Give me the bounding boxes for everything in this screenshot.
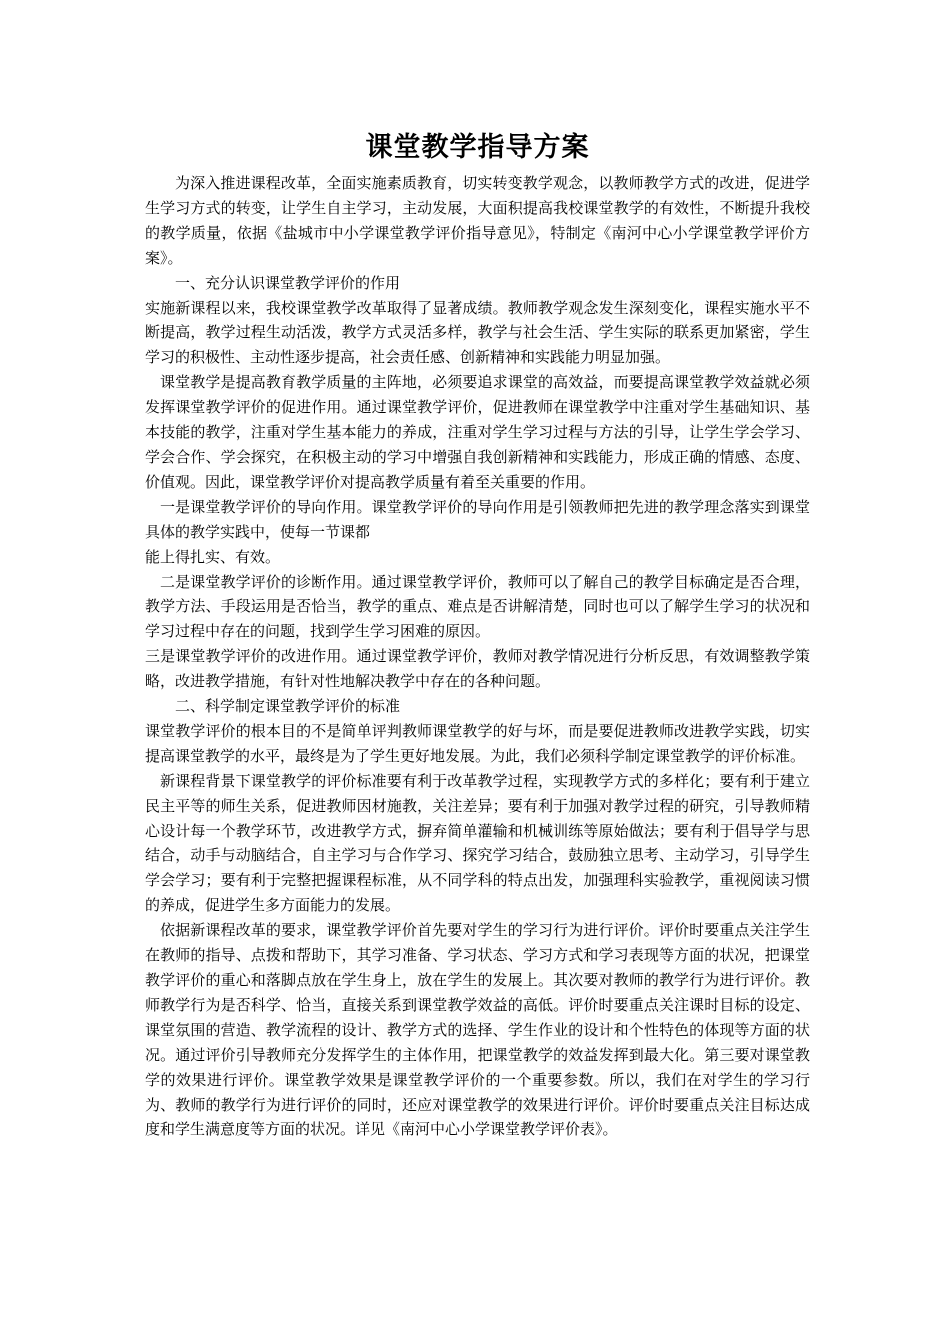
body-paragraph: 新课程背景下课堂教学的评价标准要有利于改革教学过程，实现教学方式的多样化；要有利于建立民主平等的师生关系，促进教师因材施教，关注差异；要有利于加强对教学过程的研究，引导教师精心设计每一个教学环节，改进教学方式，摒弃简单灌输和机械训练等原始做法；要有利于倡导学与思结合，动手与动脑结合，自主学习与合作学习、探究学习结合，鼓励独立思考、主动学习，引导学生学会学习；要有利于完整把握课程标准，从不同学科的特点出发，加强理科实验教学，重视阅读习惯的养成，促进学生多方面能力的发展。 (145, 771, 810, 915)
section-heading-2: 二、科学制定课堂教学评价的标准 (175, 697, 401, 716)
body-paragraph: 依据新课程改革的要求，课堂教学评价首先要对学生的学习行为进行评价。评价时要重点关注学生在教师的指导、点拨和帮助下，其学习准备、学习状态、学习方式和学习表现等方面的状况，把课堂教学评价的重心和落脚点放在学生身上，放在学生的发展上。其次要对教师的教学行为进行评价。教师教学行为是否科学、恰当，直接关系到课堂教学效益的高低。评价时要重点关注课时目标的设定、课堂氛围的营造、教学流程的设计、教学方式的选择、学生作业的设计和个性特色的体现等方面的状况。通过评价引导教师充分发挥学生的主体作用，把课堂教学的效益发挥到最大化。第三要对课堂教学的效果进行评价。课堂教学效果是课堂教学评价的一个重要参数。所以，我们在对学生的学习行为、教师的教学行为进行评价的同时，还应对课堂教学的效果进行评价。评价时要重点关注目标达成度和学生满意度等方面的状况。详见《南河中心小学课堂教学评价表》。 (145, 921, 810, 1139)
section-heading-1: 一、充分认识课堂教学评价的作用 (175, 273, 401, 292)
body-paragraph: 三是课堂教学评价的改进作用。通过课堂教学评价，教师对教学情况进行分析反思，有效调整教学策略，改进教学措施，有针对性地解决教学中存在的各种问题。 (145, 647, 810, 691)
body-paragraph: 一是课堂教学评价的导向作用。课堂教学评价的导向作用是引领教师把先进的教学理念落实到课堂具体的教学实践中，使每一节课都 (145, 497, 810, 541)
body-paragraph: 实施新课程以来，我校课堂教学改革取得了显著成绩。教师教学观念发生深刻变化，课程实施水平不断提高，教学过程生动活泼，教学方式灵活多样，教学与社会生活、学生实际的联系更加紧密，学生学习的积极性、主动性逐步提高，社会责任感、创新精神和实践能力明显加强。 (145, 298, 810, 367)
document-title: 课堂教学指导方案 (365, 132, 590, 163)
body-paragraph: 课堂教学是提高教育教学质量的主阵地，必须要追求课堂的高效益，而要提高课堂教学效益就必须发挥课堂教学评价的促进作用。通过课堂教学评价，促进教师在课堂教学中注重对学生基础知识、基本技能的教学，注重对学生基本能力的养成，注重对学生学习过程与方法的引导，让学生学会学习、学会合作、学会探究，在积极主动的学习中增强自我创新精神和实践能力，形成正确的情感、态度、价值观。因此，课堂教学评价对提高教学质量有着至关重要的作用。 (145, 373, 810, 491)
body-paragraph: 二是课堂教学评价的诊断作用。通过课堂教学评价，教师可以了解自己的教学目标确定是否合理，教学方法、手段运用是否恰当，教学的重点、难点是否讲解清楚，同时也可以了解学生学习的状况和学习过程中存在的问题，找到学生学习困难的原因。 (145, 572, 810, 641)
body-paragraph: 能上得扎实、有效。 (145, 547, 281, 566)
document-page (145, 125, 810, 1142)
intro-paragraph: 为深入推进课程改革，全面实施素质教育，切实转变教学观念，以教师教学方式的改进，促进学生学习方式的转变，让学生自主学习，主动发展，大面积提高我校课堂教学的有效性，不断提升我校的教学质量，依据《盐城市中小学课堂教学评价指导意见》，特制定《南河中心小学课堂教学评价方案》。 (145, 174, 810, 267)
body-paragraph: 课堂教学评价的根本目的不是简单评判教师课堂教学的好与坏，而是要促进教师改进教学实践，切实提高课堂教学的水平，最终是为了学生更好地发展。为此，我们必须科学制定课堂教学的评价标准。 (145, 721, 810, 765)
